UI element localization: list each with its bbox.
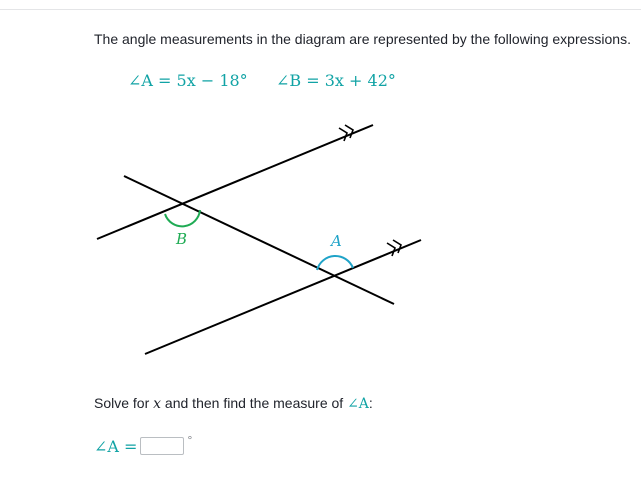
- question-variable: x: [153, 396, 162, 412]
- degree-unit: °: [187, 433, 193, 447]
- angle-a-arc: [317, 256, 353, 270]
- question-prompt: [94, 395, 373, 412]
- question-middle: and then find the measure of: [161, 395, 348, 411]
- question-prefix: Solve for: [94, 395, 154, 411]
- angle-b-expression: ∠B = 3x + 42°: [276, 71, 396, 90]
- transversal-line: [124, 176, 394, 304]
- problem-intro: The angle measurements in the diagram are represented by the following expressions.: [94, 31, 631, 47]
- answer-label: ∠A =: [94, 436, 138, 456]
- angle-b-label: B: [176, 230, 188, 248]
- angle-a-label: A: [331, 232, 342, 250]
- question-suffix: :: [368, 395, 373, 411]
- answer-input[interactable]: [140, 437, 184, 455]
- answer-row: [94, 433, 193, 456]
- angle-b-arc: [165, 210, 200, 226]
- angle-a-expression: ∠A = 5x − 18°: [128, 71, 248, 90]
- question-target: ∠A: [347, 396, 369, 412]
